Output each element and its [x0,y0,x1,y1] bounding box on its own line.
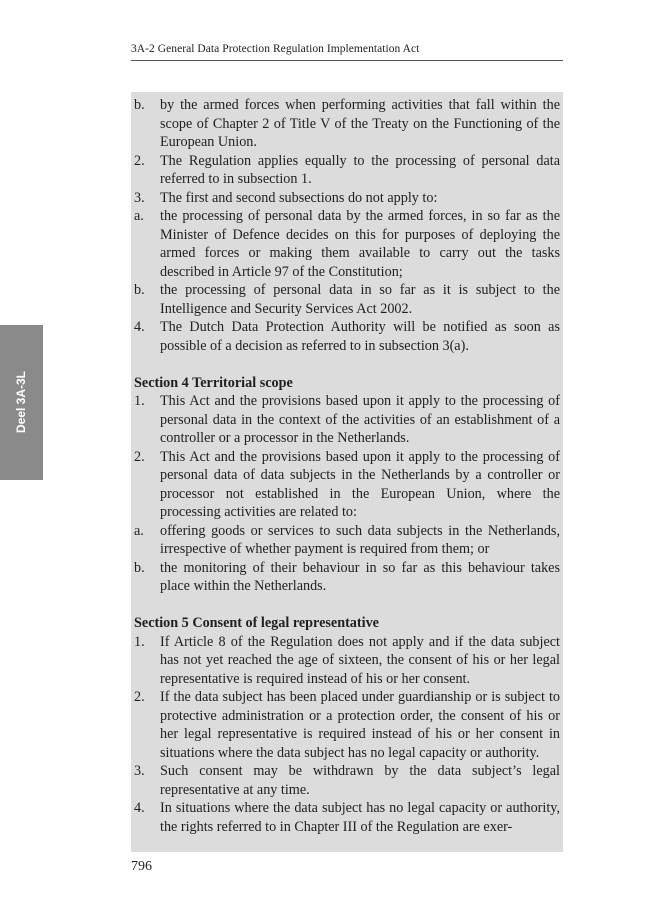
side-tab-label: Deel 3A-3L [14,370,28,434]
item-marker: 2. [134,152,145,169]
list-item [134,207,560,281]
item-marker: 4. [134,800,145,816]
item-text: the processing of personal data in so far as it is subject to the Intelligence and Security Services Act 2002. [160,282,560,317]
item-marker: 3. [134,763,145,779]
item-text: The Dutch Data Protection Authority will be notified as soon as possible of a decision as referred to in subsection 3(a). [160,319,560,354]
item-marker: 1. [134,393,145,409]
item-marker: b. [134,97,145,113]
item-marker: 2. [134,448,145,465]
running-header: 3A-2 General Data Protection Regulation Implementation Act [131,43,420,55]
item-marker: a. [134,522,144,539]
text-body [134,96,560,836]
item-text: This Act and the provisions based upon it apply to the processing of personal data in the context of the activities of an establishment of a controller or a processor in the Netherlands. [160,393,560,446]
item-text: If Article 8 of the Regulation does not apply and if the data subject has not yet reached the age of sixteen, the consent of his or her legal representative is required instead of his or her consent. [160,633,560,687]
item-marker: 3. [134,189,145,206]
item-marker: b. [134,282,145,298]
list-item [134,152,560,189]
list-item [134,281,560,318]
header-rule [131,60,563,61]
section-4-title: Section 4 Territorial scope [134,374,293,391]
side-tab [0,325,43,480]
list-item [134,559,560,596]
page-number: 796 [131,859,152,874]
item-text: the processing of personal data by the armed forces, in so far as the Minister of Defence decides on this for purposes of deploying the armed forces or making them available to carry out the tasks described in Article 97 of the Constitution; [160,208,560,280]
item-text: The Regulation applies equally to the processing of personal data referred to in subsection 1. [160,152,560,187]
section-5-title: Section 5 Consent of legal representative [134,615,379,631]
item-marker: b. [134,559,145,576]
item-marker: a. [134,208,144,224]
list-item [134,522,560,559]
item-text: the monitoring of their behaviour in so far as this behaviour takes place within the Netherlands. [160,559,560,594]
list-item [134,392,560,448]
list-item [134,762,560,799]
list-item [134,633,560,689]
item-marker: 2. [134,689,145,705]
section-spacer [134,355,560,374]
item-text: The first and second subsections do not apply to: [160,189,438,206]
list-item [134,448,560,522]
item-text: This Act and the provisions based upon it apply to the processing of personal data of data subjects in the Netherlands by a controller or processor not established in the European Union, where the processing activities are related to: [160,448,560,520]
item-text: offering goods or services to such data subjects in the Netherlands, irrespective of whether payment is required from them; or [160,522,560,557]
list-item [134,96,560,152]
item-text: Such consent may be withdrawn by the data subject’s legal representative at any time. [160,763,560,798]
section-spacer [134,596,560,615]
item-marker: 4. [134,319,145,335]
list-item [134,318,560,355]
list-item [134,688,560,762]
item-text: In situations where the data subject has no legal capacity or authority, the rights referred to in Chapter III of the Regulation are exer- [160,800,560,835]
shaded-text-block [131,92,563,852]
item-text: by the armed forces when performing activities that fall within the scope of Chapter 2 of Title V of the Treaty on the Functioning of the European Union. [160,97,560,150]
item-text: If the data subject has been placed under guardianship or is subject to protective administration or a protection order, the consent of his or her legal representative is required instead of his or her consent in situations where the data subject has no legal capacity or authority. [160,689,560,761]
list-item [134,799,560,836]
item-marker: 1. [134,633,145,650]
list-item [134,189,560,208]
